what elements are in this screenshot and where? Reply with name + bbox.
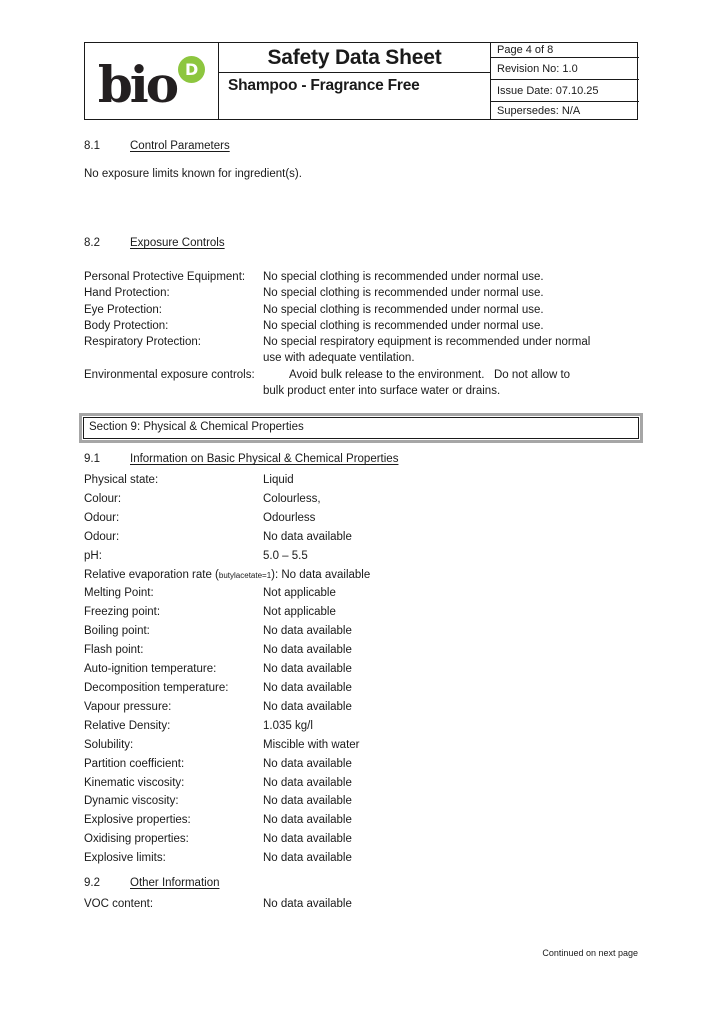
row-value: No data available: [263, 776, 352, 789]
row-value: No special clothing is recommended under normal use.: [263, 319, 544, 332]
section-title: Other Information: [130, 877, 220, 889]
row-label: Respiratory Protection:: [84, 336, 201, 349]
row-value: Not applicable: [263, 587, 336, 600]
row-label: VOC content:: [84, 898, 154, 910]
row-label: Explosive properties:: [84, 814, 191, 827]
control-parameters-body: No exposure limits known for ingredient(s).: [84, 168, 302, 180]
footer-continued-note: Continued on next page: [542, 948, 638, 958]
revision-number: Revision No: 1.0: [491, 58, 639, 80]
property-row: [84, 774, 640, 793]
property-row: [84, 471, 640, 490]
issue-date: Issue Date: 07.10.25: [491, 80, 639, 102]
row-label: Colour:: [84, 492, 122, 505]
row-label: Kinematic viscosity:: [84, 776, 185, 789]
section-number: 9.2: [84, 877, 100, 889]
section-number: 8.1: [84, 140, 100, 152]
row-value: No data available: [263, 681, 352, 694]
row-value-line-2: use with adequate ventilation.: [263, 352, 415, 365]
section-9-2-heading: [84, 876, 219, 890]
property-row: [84, 830, 640, 849]
exposure-row-continuation: [84, 383, 640, 399]
document-title: Safety Data Sheet: [219, 43, 490, 73]
row-label: Odour:: [84, 530, 120, 543]
row-value-line-2: bulk product enter into surface water or drains.: [263, 385, 501, 398]
exposure-row: [84, 318, 640, 334]
section-title: Control Parameters: [130, 140, 230, 152]
property-row: [84, 528, 640, 547]
row-label: Personal Protective Equipment:: [84, 271, 246, 283]
exposure-controls-list: [84, 269, 640, 399]
page-number: Page 4 of 8: [491, 43, 639, 58]
property-row: [84, 792, 640, 811]
section-9-1-heading: [84, 452, 398, 466]
section-9-banner: [79, 413, 643, 443]
property-row: [84, 698, 640, 717]
row-label: Partition coefficient:: [84, 757, 185, 770]
property-row: [84, 584, 640, 603]
property-row: [84, 660, 640, 679]
property-row: [84, 849, 640, 868]
row-label: Flash point:: [84, 644, 144, 657]
property-row: [84, 603, 640, 622]
evaporation-label-pre: Relative evaporation rate (: [84, 568, 219, 581]
bio-d-logo: [97, 53, 205, 114]
section-number: 8.2: [84, 237, 100, 249]
section-title: Information on Basic Physical & Chemical Properties: [130, 453, 399, 465]
logo-text: bio: [97, 55, 177, 114]
property-row: [84, 736, 640, 755]
row-label: Auto-ignition temperature:: [84, 663, 217, 676]
physical-properties-list: [84, 471, 640, 868]
row-value: No data available: [263, 833, 352, 846]
row-value-line-1: Avoid bulk release to the environment. Do not allow to: [289, 368, 571, 381]
logo: [85, 43, 219, 119]
section-number: 9.1: [84, 453, 100, 465]
row-label: Oxidising properties:: [84, 833, 189, 846]
row-label: Odour:: [84, 511, 120, 524]
property-row: [84, 641, 640, 660]
exposure-row: [84, 269, 640, 285]
row-label: Dynamic viscosity:: [84, 795, 179, 808]
row-label: Vapour pressure:: [84, 700, 172, 713]
section-8-1-heading: [84, 139, 230, 153]
logo-d-badge-icon: [178, 56, 205, 83]
property-row: [84, 622, 640, 641]
row-value: Odourless: [263, 511, 316, 524]
row-value: No data available: [263, 700, 352, 713]
logo-d-letter: D: [185, 60, 199, 79]
row-value: No data available: [263, 852, 352, 865]
evaporation-label-post: ): No data available: [271, 568, 371, 581]
row-label: pH:: [84, 549, 102, 562]
exposure-row: [84, 285, 640, 301]
exposure-row: [84, 367, 640, 383]
row-value: No data available: [263, 795, 352, 808]
section-9-banner-title: Section 9: Physical & Chemical Properties: [83, 417, 639, 439]
row-value: Colourless,: [263, 492, 321, 505]
section-title: Exposure Controls: [130, 237, 225, 249]
other-information-list: [84, 895, 640, 914]
row-value: [263, 334, 590, 367]
row-value: No data available: [263, 663, 352, 676]
row-label: Melting Point:: [84, 587, 154, 600]
header-middle-column: [219, 43, 491, 119]
header-table: [84, 42, 638, 120]
row-value: No data available: [263, 757, 352, 770]
row-value: No special clothing is recommended under normal use.: [263, 287, 544, 300]
section-8-2-heading: [84, 236, 225, 250]
row-label: Relative Density:: [84, 719, 171, 732]
row-value: No special clothing is recommended under normal use.: [263, 303, 544, 316]
property-row: [84, 509, 640, 528]
row-value: 1.035 kg/l: [263, 719, 313, 732]
row-value: No data available: [263, 644, 352, 657]
property-row: [84, 490, 640, 509]
row-label: Environmental exposure controls:: [84, 368, 255, 381]
property-row: [84, 717, 640, 736]
exposure-row: [84, 334, 640, 367]
exposure-row: [84, 302, 640, 318]
row-label: Freezing point:: [84, 606, 161, 619]
property-row: [84, 679, 640, 698]
row-value: 5.0 – 5.5: [263, 549, 308, 562]
property-row: [84, 895, 640, 914]
row-label: Physical state:: [84, 474, 159, 486]
property-row: [84, 811, 640, 830]
row-value: Liquid: [263, 474, 294, 486]
row-label: Solubility:: [84, 738, 134, 751]
evaporation-subscript: butylacetate=1: [218, 570, 272, 580]
row-label: Decomposition temperature:: [84, 681, 229, 694]
row-label: Hand Protection:: [84, 287, 170, 300]
row-value: No data available: [263, 898, 352, 910]
row-value-line-1: No special respiratory equipment is recommended under normal: [263, 336, 591, 349]
property-row-evaporation: [84, 566, 640, 585]
header-info-column: [491, 43, 639, 119]
row-value: No data available: [263, 530, 352, 543]
supersedes: Supersedes: N/A: [497, 104, 581, 117]
row-value: No special clothing is recommended under normal use.: [263, 271, 544, 283]
row-label: Explosive limits:: [84, 852, 166, 865]
row-value: Not applicable: [263, 606, 336, 619]
row-value: No data available: [263, 625, 352, 638]
row-value: No data available: [263, 814, 352, 827]
property-row: [84, 755, 640, 774]
row-label: Body Protection:: [84, 319, 169, 332]
row-value: Miscible with water: [263, 738, 360, 751]
row-label: Eye Protection:: [84, 303, 162, 316]
row-label: Boiling point:: [84, 625, 150, 638]
product-name: Shampoo - Fragrance Free: [228, 77, 420, 94]
property-row: [84, 547, 640, 566]
